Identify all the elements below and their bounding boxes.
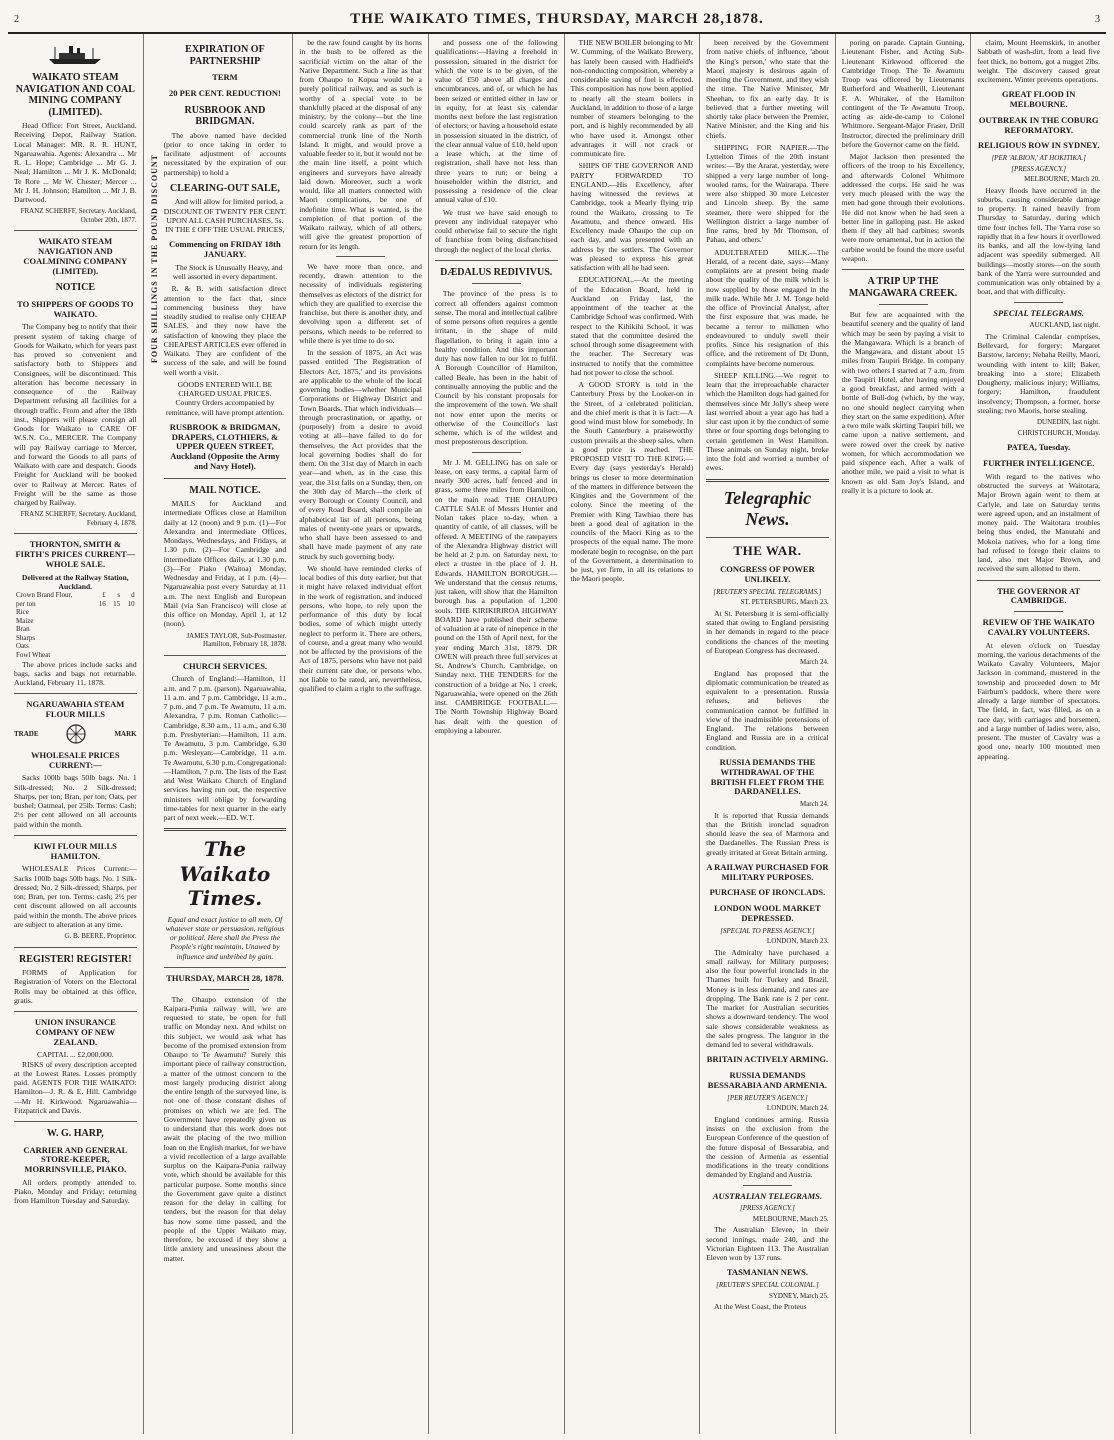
divider (472, 283, 521, 284)
divider (1014, 611, 1063, 612)
ad-wsn2-title: WAIKATO STEAM NAVIGATION AND COALMINING COMPANY (LIMITED). (23, 236, 128, 276)
divider (1014, 302, 1063, 303)
ad-rb-text: The above named have decided (prior to once taking in order to facilitate adjustment of accounts necessitated by the expiration of our partnership) to hold a (163, 130, 287, 177)
britain-arming-title: BRITAIN ACTIVELY ARMING. (706, 1054, 829, 1065)
masthead-title: THE WAIKATO TIMES, THURSDAY, MARCH 28,1878. (350, 10, 764, 27)
divider (879, 304, 928, 305)
columns (8, 34, 1106, 1434)
ad-wsn-signature: FRANZ SCHERFF, Secretary. Auckland, October 20th, 1877. (20, 207, 137, 224)
mail-notice-signature: JAMES TAYLOR, Sub-Postmaster. Hamilton, February 18, 1878. (186, 631, 287, 649)
mark-label: MARK (114, 729, 137, 738)
news-item-4: A GOOD STORY is told in the Canterbury Press by the Looker-on in the Street, of a celebrated politician, and the chief merit is that it is fact:—A good wind must blow for somebody. In the South Canterbury a praiseworthy custom prevails at the sheep sales, when a good price is reached. THE PROPOSED VISIT TO THE KING.—Every day (says yesterday's Herald) brings us closer to more determination of the matters in difference between the Kingites and the Government of the colony. Since the meeting of the Premier with King Tawhiao there has been a good deal of agitation in the councils of the Maori King as to the prospects of the equal name. The more moderate begin to recognise, on the part of the Government, a determination to be just, yet firm, in all its relations to the Maori people. (570, 380, 694, 584)
steamship-icon (45, 44, 105, 66)
ad-harp-text: All orders promptly attended to. Piako, Monday and Friday; returning from Hamilton Tuesday and Saturday. (14, 1177, 137, 1206)
divider (435, 260, 558, 261)
mangawara-text: But few are acquainted with the beautiful scenery and the quality of land which may be seen by paying a visit to the Mangawara. Which is a branch of the Mangawara, and distant about 15 miles from Taupiri Bridge. In company with two others I started at 7 a.m. from the Taupiri Hotel, after having enjoyed a good breakfast, and armed with a bottle of Bull-dog (which, by the way, no one should neglect carrying when they start on the same expedition). After a two mile walk skirting Taupiri hill, we came upon a native settlement, and were rowed over the creek by native women, for which accommodation we paid sixpence each. After a walk of another mile, we paid a visit to what is known as old Sam Joy's Island, and really it is a picture to look at. (841, 310, 965, 495)
ad-harp-title: W. G. HARP, (46, 1128, 104, 1140)
australian-text: The Australian Eleven, in their second innings, made 240, and the Victorian Eighteen 113. The Australian Eleven won by 137 runs. (706, 1225, 829, 1263)
ad-union-text: RISKS of every description accepted at the Lowest Rates. Losses promptly paid. AGENTS FOR THE WAIKATO: Hamilton—J. R. & E. Hill. Cambridge—Mr H. Kirkwood. Ngaruawahia—Fitzpatrick and Davis. (14, 1059, 137, 1115)
trade-mark-row (14, 723, 137, 745)
dunedin-dateline: DUNEDIN, last night. (1037, 418, 1100, 427)
ad-union-capital: CAPITAL ... £2,000,000. (36, 1050, 114, 1060)
further-text: With regard to the natives who obstructed the surveys at Waitotara, Major Brown again went to them at Carlyle, and late on Saturday terms were agreed upon, and an instalment of money paid. The Waitotara troubles being thus ended, the Manutahi and Mokoia natives, who for a long time had refused to forego their claims to land, also met Major Brown, and received the sum allotted to them. (977, 471, 1100, 574)
divider (14, 947, 137, 948)
australian-dateline: MELBOURNE, March 25. (752, 1214, 829, 1223)
ad-rb-title: EXPIRATION OF PARTNERSHIP (185, 44, 265, 67)
divider (472, 452, 521, 453)
table-row: Maize (16, 616, 34, 625)
editorial-date: THURSDAY, MARCH 28, 1878. (166, 972, 284, 983)
ad-wsn2-notice: NOTICE (55, 282, 96, 294)
review-title: REVIEW OF THE WAIKATO CAVALRY VOLUNTEERS. (982, 617, 1095, 637)
divider (706, 479, 829, 482)
column-8 (971, 34, 1106, 1434)
news-item-8: SHEEP KILLING.—We regret to learn that the irreproachable character which the Hamilton dogs had gained for themselves since Mr Jolly's sheep were last worried about a year ago has had a slur cast upon it by the conduct of some three or four sporting dogs belonging to certain gentlemen in West Hamilton. These animals on Sunday night, broke into the fold and worried a number of ewes. (706, 370, 829, 473)
war-dateline-2: March 24. (799, 658, 829, 667)
column-4 (429, 34, 565, 1434)
telegraphic-news-title: Telegraphic News. (723, 487, 812, 530)
flood-title: GREAT FLOOD IN MELBOURNE. (1002, 89, 1076, 110)
patea-title: PATEA, Tuesday. (1007, 442, 1071, 453)
editorial-text-4: We should have reminded clerks of local bodies of this duty earlier, but that it might have relaxed individual effort in the work of registration, and induced persons, who hope, to rely upon the performance of this duty by local bodies, some of which might utterly neglect to perform it. There are others, of course, and a great many who would not be affected by the provisions of the Act of 1875, persons who have not paid their current rate due, or persons who, not liable to be rated, are, nevertheless, qualified to claim a right to the suffrage. (299, 563, 422, 693)
ad-tsf-footer: The above prices include sacks and bags, sacks and bags not returnable. Auckland, February 11, 1878. (14, 659, 137, 688)
divider (977, 580, 1100, 581)
divider (164, 828, 287, 831)
special-text: The Criminal Calendar comprises, Bellevard, for forgery; Margaret Barstow, larceny; Nehaha Reilly, Maori, wounding with intent to kill; Baker, breaking into a store; Elizabeth Dougherty, malicious injury; Williams, forgery; Hamilton, fraudulent insolvency; Thompson, a former, horse stealing; two Maoris, horse stealing. (977, 331, 1100, 415)
divider (706, 537, 829, 538)
church-services-text: Church of England:—Hamilton, 11 a.m. and 7 p.m. (parson). Ngaruawahia, 11 a.m. and 7 p.m. Cambridge, 11 a.m., 7 p.m. and 7 p.m. Te Awamutu, 11 a.m. Alexandra, 7 p.m. Roman Catholic:—Cambridge, 8.30 a.m., 11 a.m., and 6.30 p.m. Presbyterian:—Hamilton, 11 a.m. Te Awamutu, 3 p.m. Cambridge, 6.30 p.m. Wesleyan:—Cambridge, 11 a.m. Te Awamutu, 6.30 p.m. Congregational:—Hamilton, 7 p.m. The lists of the East and West Waikato Church of England services having run out, the respective ministers will oblige by forwarding time-tables for next quarter in the early part of next week.—ED. W.T. (163, 674, 287, 823)
ad-rb-sale: CLEARING-OUT SALE, (170, 182, 280, 194)
page-number-left: 2 (14, 13, 19, 25)
church-services-title: CHURCH SERVICES. (182, 660, 268, 671)
tasmanian-dateline: SYDNEY, March 25. (768, 1291, 829, 1300)
australian-source: [PRESS AGENCY.] (740, 1204, 795, 1213)
tasmanian-continued: claim, Mount Heemskirk, in another Sabbath of wash-dirt, from a lead five feet thick, no bottom, got a nugget 2lbs. weight. The discovery caused great excitement. Winter prevents operations. (977, 38, 1100, 84)
divider (336, 256, 385, 257)
tasmanian-title: TASMANIAN NEWS. (726, 1267, 808, 1278)
christchurch-dateline: CHRISTCHURCH, Monday. (1017, 428, 1100, 437)
bessarabia-source: [PER REUTER'S AGENCY.] (727, 1093, 808, 1102)
ad-tsf-text: Delivered at the Railway Station, Auckland. (21, 572, 129, 592)
russia-fleet-dateline: March 24. (799, 800, 829, 809)
ad-rb-text2: And will allow for limited period, a DISCOUNT OF TWENTY PER CENT. UPON ALL CASH PURCHASES, 5s. IN THE £ OFF THE USUAL PRICES, (163, 197, 287, 235)
war-text-2: England has proposed that the diplomatic communication be treated as equivalent to a presentation. Russia refuses, and believes the communication cannot be fulfilled in view of the inadmissible pretensions of England. The relations between England and Russia are in a critical condition. (706, 668, 829, 752)
ad-tsf-price-table (14, 591, 137, 659)
ad-kiwi-text: WHOLESALE Prices Current:— Sacks 100lb bags 50lb bags. No. 1 Silk-dressed; No. 2 Silk-dressed; Sharps, per ton; Bran, per ton. Terms: cash; 2½ per cent discount allowed on all accounts paid within the month. The above prices are subject to alteration at any time. (14, 864, 137, 929)
table-row: Oats (16, 642, 29, 651)
column-5 (565, 34, 701, 1434)
vertical-banner: FOUR SHILLINGS IN THE POUND DISCOUNT (149, 154, 159, 363)
daedalus-title: DÆDALUS REDIVIVUS. (440, 266, 553, 278)
local-notes: Mr J. M. GELLING has on sale or lease, on easy terms, a capital farm of nearly 300 acres, half fenced and in grass, some three miles from Hamilton, on the main road. THE OHAUPO CATTLE SALE of Messrs Hunter and Nolan takes place to-day, when a quantity of cattle, of all classes, will be offered. A MEETING of the ratepayers of the Alexandra Highway district will be held at 2 p.m. on Saturday next, to elect a trustee in the place of J. H. Edwards. HAMILTON BOROUGH.—We understand that the census returns, just taken, will show that the Hamilton borough has a population of 1,200 souls. THE KIRIKIRIROA HIGHWAY BOARD have published their scheme of valuation at a rate of ninepence in the pound on the 15th of April next, for the year ending March 31st, 1879. DR OWEN will preach three full services at St. Andrew's Church, Cambridge, on Sunday next. THE TENDERS for the construction of a bridge at No. 1 creek, Ngaruawahia, were opened on the 26th inst. CAMBRIDGE FOOTBALL.—The North Township Highway Board has dealt with the question of employing a labourer. (434, 457, 558, 735)
wool-dateline: LONDON, March 23. (766, 937, 829, 946)
religious-row-title: RELIGIOUS ROW IN SYDNEY. (977, 140, 1100, 151)
divider (14, 693, 137, 694)
divider (743, 1185, 792, 1186)
religious-row-dateline: MELBOURNE, March 20. (1024, 175, 1100, 184)
ad-wsn-title: WAIKATO STEAM NAVIGATION AND COAL MINING COMPANY (LIMITED). (15, 72, 135, 118)
ad-kiwi-signature: G. B. BEERE, Proprietor. (64, 932, 137, 941)
table-row: Bran (16, 625, 30, 634)
news-item-5: been received by the Government from native chiefs of influence, 'about the King's person,' who state that the Maori majesty is desirous again of meeting the Government, and they wish the time. The Native Minister, Mr Sheehan, to fix an early day. It is believed that a further meeting will shortly take place between the Premier, Native Minister, and the King and his chiefs. (706, 38, 829, 140)
war-dateline: ST. PETERSBURG, March 23. (740, 598, 829, 607)
divider (164, 478, 287, 479)
flood-text: Heavy floods have occurred in the suburbs, causing considerable damage to property. It rained heavily from Thursday to Saturday, during which time four inches fell. The Yarra rose so rapidly that in a few hours it overflowed its banks, and all the low-lying land adjacent was speedily submerged. All buildings—mostly stores—on the south bank of the Yarra were surrounded and communication was only obtained by a boat, and that with difficulty. (977, 185, 1100, 297)
mangawara-title: A TRIP UP THE MANGAWARA CREEK. (848, 276, 958, 299)
religious-row-source: [PER 'ALBION,' AT HOKITIKA.] (991, 154, 1086, 163)
editorial-text-2: We have more than once, and recently, drawn attention to the necessity of individuals registering themselves as electors of the district for which they are qualified to exercise the franchise, but there is another duty, and devolving upon a different set of persons, which needs to be referred to while there is yet time to do so. (299, 261, 422, 345)
ad-harp-subtitle: CARRIER AND GENERAL STORE-KEEPER, MORRINSVILLE, PIAKO. (23, 1144, 128, 1175)
table-row: per ton 16 15 10 (16, 599, 135, 608)
mail-notice-title: MAIL NOTICE. (189, 484, 261, 496)
further-title: FURTHER INTELLIGENCE. (983, 458, 1095, 469)
review-text: At eleven o'clock on Tuesday morning, the various detachments of the Waikato Cavalry Volunteers, Major Jackson in command, mustered in the township and proceeded down to Mr Fairburn's paddock, where there were already a large number of spectators. The field, in fact, was filled, as on a race day, with carriages and horsemen, and a large number of ladies were, also, present. The muster of Cavalry was a good one, nearly 100 mounted men appearing. (977, 640, 1100, 761)
editorial-text-3: In the session of 1875, an Act was passed entitled 'The Registration of Electors Act, 1875,' and its provisions are applicable to the whole of the local governing bodies—whether Municipal Corporations or Highway District and Town Boards. That which individuals—through procrastination, or apathy, or (purposely) from a desire to avoid voting at all—have failed to do for themselves, the Act provides that the local governing bodies shall do for them. On the 31st day of March in each year—and when, as in the case this year, the 31st falls on a Sunday, then, on the 30th day of March—the clerk of every Borough or County Council, and of every Road Board, shall compile an alphabetical list of all persons, being males of twenty-one years or upwards, who shall have been assessed to and shall have made payment of any rate struck by such governing body. (299, 348, 422, 561)
divider (164, 967, 287, 968)
divider (164, 655, 287, 656)
ironclads-title: PURCHASE OF IRONCLADS. (709, 887, 826, 898)
wool-title: LONDON WOOL MARKET DEPRESSED. (714, 903, 821, 923)
flour-mill-emblem-icon (63, 723, 89, 745)
ad-wsn2-subtitle: TO SHIPPERS OF GOODS TO WAIKATO. (17, 298, 134, 319)
divider (842, 269, 965, 270)
divider (200, 989, 249, 990)
war-source: [REUTER'S SPECIAL TELEGRAMS.] (713, 587, 822, 596)
ad-kiwi-title: KIWI FLOUR MILLS HAMILTON. (33, 840, 117, 861)
railway-title: A RAILWAY PURCHASED FOR MILITARY PURPOSES. (706, 861, 829, 882)
review-text-1: poring on parade. Captain Gunning, Lieutenant Fisher, and Acting Sub-Lieutenant Kirkwood officered the Cambridge Troop. The Te Awamutu Troop was officered by Lieutenants Rutherford and Weatherill, Lieutenant F. A. Whitaker, of the Hamilton contingent of the Te Awamutu Troop, acting as aide-de-camp to Colonel Whitmore. Sergeant-Major Fraser, Drill Instructor, directed the preliminary drill before the Governor came on the field. (841, 38, 965, 149)
war-text: At St. Petersburg it is semi-officially stated that owing to England persisting in her demands in regard to the peace conditions the chances of the meeting of European Congress has decreased. (706, 608, 829, 655)
governor-title: THE GOVERNOR AT CAMBRIDGE. (997, 585, 1081, 606)
ad-nsfm-title: NGARUAWAHIA STEAM FLOUR MILLS (26, 699, 125, 720)
special-telegrams-title: SPECIAL TELEGRAMS. (993, 307, 1085, 318)
column-3 (293, 34, 429, 1434)
ad-rb-text3: R. & B. with satisfaction direct attention to the fact that, since commencing business they have steadily studied to realise only CHEAP SALES, and they now have the satisfaction of knowing they place the CHEAPEST ARTICLES ever offered in Waikato. They are confident of the success of the sale, and will be found well worth a visit. (163, 284, 287, 377)
editorial-text-1: be the raw found caught by its horns in the bush to be offered as the sacrificial victim on the altar of the Native Department. Such a line as that from Ohaupo to Kopua would be a purely political railway, and as such is worthy of a special vote to be thankfully placed at the disposal of any ministry, by the colony—but the line could scarcely rank as part of the commercial trunk line of the North Island. It might, and would prove a valuable feeder to it, but it would not be the main line itself, a point which engineers and surveyors have already laid down. Moreover, such a work would, like all matters connected with Maori complications, be one of indefinite time. What is wanted, is the completion of that portion of the Waikato railway, which of all others, will give the greatest proportion of return for its length. (299, 38, 422, 251)
table-row: Sharps (16, 633, 36, 642)
ad-rb-country: Country Orders accompanied by remittance, will have prompt attention. (165, 398, 284, 417)
ad-nsfm-heading: WHOLESALE PRICES CURRENT:— (31, 749, 120, 770)
ad-nsfm-text: Sacks 100lb bags 50lb bags. No. 1 Silk-dressed; No. 2 Silk-dressed; Sharps, per ton; Bran, per ton; Oats, per bushel; Oatmeal, per 25lb. Terms: Cash; 2½ per cent allowed on all accounts paid within the month. (14, 773, 137, 829)
reformatory-title: OUTBREAK IN THE COBURG REFORMATORY. (978, 114, 1099, 135)
russia-fleet-text: It is reported that Russia demands that the British ironclad squadron should leave the sea of Marmora and the Dardanelles. The Russian Press is greatly irritated at Great Britain arming. (706, 810, 829, 857)
ad-tsf-title: THORNTON, SMITH & FIRTH'S PRICES CURRENT—WHOLE SALE. (15, 539, 136, 569)
mail-notice-text: MAILS for Auckland and intermediate Offices close at Hamilton daily at 12 (noon) and 9 p.m. (1)—For Alexandra and intermediate Offices, Mondays, Wednesdays, and Fridays, at 1.30 p.m. (2)—For Cambridge and intermediate Offices daily, at 1.30 p.m. (3)—For Piako (Waitoa) Monday, Wednesday and Friday, at 1 p.m. (4)—Ngaruawahia post every Saturday at 11 a.m. The next English and European Mail (via San Francisco) will close at this office on Monday, April 1, at 12 (noon). (163, 499, 287, 629)
ad-union-title: UNION INSURANCE COMPANY OF NEW ZEALAND. (34, 1017, 116, 1047)
editorial-text-6: We trust we have said enough to prevent any individual ratepayer who could otherwise fail to secure the right of franchise from being disfranchised through the neglect of the local clerks. (434, 207, 558, 254)
ad-register-title: REGISTER! REGISTER! (19, 953, 132, 965)
divider (14, 230, 137, 231)
russia-fleet-title: RUSSIA DEMANDS THE WITHDRAWAL OF THE BRITISH FLEET FROM THE DARDANELLES. (710, 756, 825, 797)
news-item-2: SHIPS OF THE GOVERNOR AND PARTY FORWARDED TO ENGLAND.—His Excellency, after having witnessed the reviews at Cambridge, took a Mearly flying trip round the Waikato, crossing to Te Awamutu, and thence onward. His Excellency made Ohaupo the cup on each day, and was presented with an address by the settlers. The Governor was pleased to express his great satisfaction with all he had seen. (570, 161, 694, 272)
wool-text: The Admiralty have purchased a small railway, for Military purposes; also the four powerful ironclads in the Thames built for Turkey and Brazil. Money is in less demand, and rates are dropping. The Bank rate is 2 per cent. The market for Australian securities shows a downward tendency. The wool sale shows considerable weakness as the sales progress. The languor in the demand led to several withdrawals. (706, 947, 829, 1050)
table-row: Crown Brand Flour, £ s d (16, 591, 135, 600)
divider (14, 1011, 137, 1012)
news-item-7: ADULTERATED MILK.—The Herald, of a recent date, says:—Many complaints are at present being made about the quality of the milk which is now supplied by those engaged in the milk trade. While Mr J. M. Tonge held the office of Provincial Analyst, after the first exposure that was made, he became a terror to milkmen who endeavoured to unduly swell their profits. Since his resignation of this office, and the retirement of Dr Dunn, complaints have become numerous. (706, 247, 829, 368)
ad-rb-term: TERM (212, 72, 238, 82)
column-6 (700, 34, 836, 1434)
ad-wsn2-text: The Company beg to notify that their present system of taking charge of Goods for Waikato, which for years past has proved so convenient and satisfactory both to Shippers and Consignees, will be discontinued. This alteration has become necessary in consequence of the Railway Department refusing all facilities for a through traffic. From and after the 18th inst., Shippers will please consign all Goods for Waikato to CARE OF W.S.N. Co., MERCER. The Company will pay Railway carriage to Mercer, and forward the Goods to all parts of Waikato with care and despatch. Goods Freight for Auckland will be booked over to Railway at Mercer. Rates of Freight will be the same as those charged by Railway. (14, 322, 137, 508)
editorial-lead: The Ohaupo extension of the Kaipara-Punia railway will, we are requested to state, be open for full traffic on Monday next. And whilst on this subject, we would ask what has become of the promised extension from Ohaupo to Te Awamutu? Surely this important piece of railway construction, a matter of the utmost concern to the most largely producing district along the entire length of the surveyed line, is not one of those constant dishes of promises on which we are fed. The Government have repeatedly given us to understand that this work does not await the placing of the two million loan on the English market, for we have a vivid recollection of a large available surplus on the Kaipara-Punia railway vote, which should be available for this particular purpose. Some months since the Government gave quite a distinct reason for the delay in calling for tenders, but the reason for that delay has now some time passed, and the people of the Upper Waikato may, therefore, be excused if they show a little anxiety and uneasiness about the matter. (163, 994, 287, 1263)
tasmanian-text: At the West Coast, the Proteus (714, 1302, 807, 1312)
australian-telegrams-title: AUSTRALIAN TELEGRAMS. (712, 1190, 822, 1201)
news-item-3: EDUCATIONAL.—At the meeting of the Education Board, held in Auckland on Friday last, the appointment of the teacher at the Cambridge School was confirmed. With respect to the Kihikihi School, it was stated that the committee desired the school through some disagreement with the teacher. The Secretary was instructed to notify that the committee had not power to close the school. (570, 275, 694, 377)
table-row: Fowl Wheat (16, 650, 51, 659)
divider (14, 835, 137, 836)
ad-rb-firm: RUSBROOK AND BRIDGMAN. (184, 104, 266, 128)
daedalus-text: The province of the press is to correct all offenders against common sense. The moral and intellectual calibre of some persons often requires a gentle irritant, in the shape of mild flagellation, to bring it again into a healthy condition. And this important duty has now fallen to our lot to fulfil. A Borough Councillor of Hamilton, called Beale, has been in the habit of continually annoying the public and the Council by his constant proposals for the improvement of the town. We shall not now enter upon the merits or otherwise of the Councillor's last scheme, which is of the wildest and most preposterous description. (434, 289, 558, 447)
editorial-text-5: and possess one of the following qualifications:—Having a freehold in possession, situated in the district for which the vote is to be given, of the value of £50 above all charges and encumbrances, and of, or which he has been seized or entitled either in law or in equity, for at least six calendar months next before the last registration of electors; or having a household estate in possession situated in the district, of the clear annual value of £10, held upon a lease which, at the time of registration, shall have not less than three years to run; or being a householder within the district, and possessing a residence of the clear annual value of £10. (434, 38, 558, 205)
bessarabia-text: England continues arming. Russia insists on the exclusion from the European Conference of the question of the future disposal of Bessarabia, and the cession of Armenia as essential modifications in the treaty conditions demanded by England and Austria. (706, 1114, 829, 1180)
ad-rb-date: Commencing on FRIDAY 18th JANUARY. (169, 239, 281, 260)
bessarabia-title: RUSSIA DEMANDS BESSARABIA AND ARMENIA. (707, 1070, 828, 1090)
column-2 (144, 34, 294, 1434)
ad-rb-reduction: 20 PER CENT. REDUCTION! (169, 87, 281, 98)
ad-rb-goods: GOODS ENTERED WILL BE CHARGED USUAL PRICES. (177, 379, 273, 399)
religious-row-source-2: [PRESS AGENCY.] (1011, 164, 1067, 173)
review-text-2: Major Jackson then presented the officers of the troop to his Excellency, and afterwards Colonel Whitmore addressed the corps. He said he was very much pleased with the way the men had gone through their evolutions. He did not know when he had seen a better line in galloping past. He asked them if they all had carbines; swords were more ornamental, but in action the carbine would be found the more useful weapon. (841, 152, 965, 263)
column-7 (836, 34, 972, 1434)
divider (14, 533, 137, 534)
table-row: Rice (16, 608, 29, 617)
trade-label: TRADE (14, 729, 39, 738)
war-title: THE WAR. (733, 543, 802, 559)
tasmanian-source: [REUTER'S SPECIAL COLONIAL.] (716, 1281, 819, 1290)
war-subtitle: CONGRESS OF POWER UNLIKELY. (720, 564, 815, 585)
ad-wsn2-signature: FRANZ SCHERFF, Secretary. Auckland, February 4, 1878. (20, 510, 137, 527)
paper-motto: Equal and exact justice to all men, Of whatever state or persuasion, religious or political. Here shall the Press the People's right maintain, Unawed by influence and unbribed by gain. (165, 914, 285, 961)
news-item-6: SHIPPING FOR NAPIER.—The Lyttelton Times of the 20th instant writes:—'By the Ararat, yesterday, were shipped a very large number of long-wooled rams, for the Wairarapa. There were also shipped 30 more Leicester and Lincoln sheep. By the same steamer, there were shipped for the Wellington district a large number of fine rams, bred by Mr Thomson, of Pahau, and others.' (706, 142, 829, 245)
ad-wsn-text: Head Office: Fort Street, Auckland. Receiving Depot, Railway Station. Local Manager: MR. R. R. HUNT, Ngaruawahia. Agents: Alexandra ... Mr R. L. Hope; Cambridge ... Mr G. J. Neal; Hamilton ... Mr J. K. McDonald; Te Rore ... Mr W. Chester; Mercer ... Mr J. H. Johnson; Hamilton ... Mr J. B. Dartwood. (14, 121, 137, 204)
bessarabia-dateline: LONDON, March 24. (766, 1104, 829, 1113)
page-number-right: 3 (1094, 13, 1100, 25)
ad-register-text: FORMS of Application for Registration of Voters on the Electoral Rolls may be obtained at this office, gratis. (14, 968, 137, 1005)
column-1 (8, 34, 144, 1434)
news-item-1: THE NEW BOILER belonging to Mr W. Cumming, of the Waikato Brewery, has lately been caused with Hadfield's non-conducting composition, whereby a considerable saving of fuel is effected. This composition has now been applied to nearly all the steam boilers in Auckland, in addition to those of a large number of steamers belonging to the port, and is highly recommended by all who have used it. Amongst other advantages it will not crack or communicate fire. (570, 38, 694, 158)
ad-rb-stock: The Stock is Unusually Heavy, and well assorted in every department. (172, 262, 283, 282)
wool-source: [SPECIAL TO PRESS AGENCY.] (720, 926, 815, 935)
divider (14, 1121, 137, 1122)
special-dateline: AUCKLAND, last night. (1029, 321, 1100, 330)
paper-nameplate: The Waikato Times. (179, 837, 271, 911)
masthead (8, 6, 1106, 34)
ad-rb-address: RUSBROOK & BRIDGMAN, DRAPERS, CLOTHIERS, & UPPER QUEEN STREET, Auckland (Opposite the Army and Navy Hotel). (169, 421, 281, 471)
